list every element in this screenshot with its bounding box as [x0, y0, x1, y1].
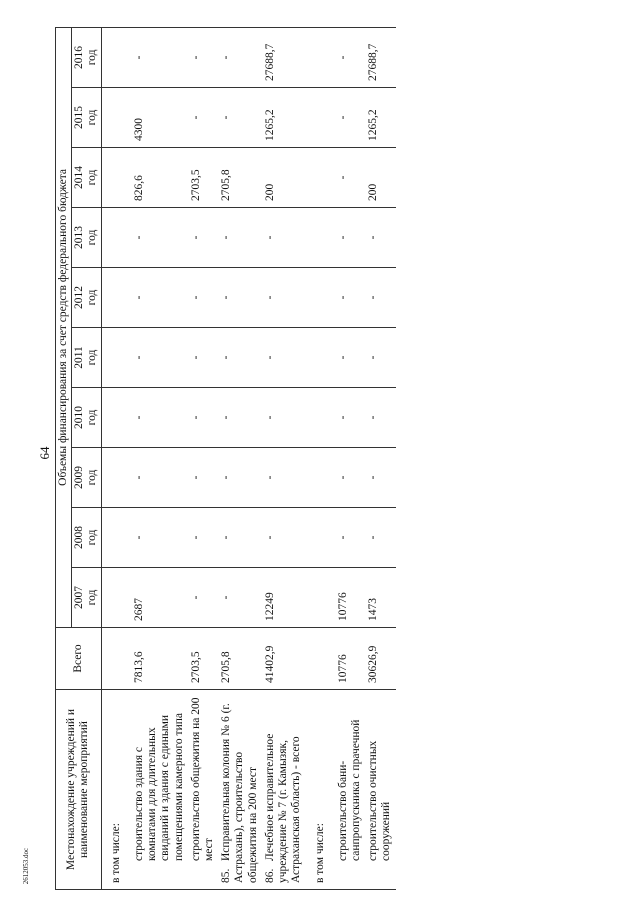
year-value-cell: -	[188, 88, 218, 148]
header-year-unit: год	[86, 469, 99, 486]
year-value-cell: -	[188, 388, 218, 448]
year-value-cell: -	[131, 328, 188, 388]
year-value-cell: -	[218, 568, 262, 628]
year-value-cell: -	[188, 328, 218, 388]
header-year-value: 2011	[73, 346, 86, 369]
header-year-7	[72, 148, 101, 208]
section-label-row	[101, 27, 131, 889]
header-location: Местонахождение учреждений и наименование мероприятий	[56, 690, 102, 890]
row-name: строительство здания с комнатами для длительных свиданий и здания с едиными помещениями камерного типа	[132, 713, 185, 861]
year-value-cell: -	[335, 328, 365, 388]
year-value-cell: -	[365, 388, 395, 448]
year-value-cell: -	[218, 268, 262, 328]
empty-cell	[101, 88, 131, 148]
header-year-value: 2012	[73, 286, 86, 309]
empty-cell	[101, 268, 131, 328]
year-value-cell: -	[262, 328, 306, 388]
year-value-cell: -	[131, 268, 188, 328]
empty-cell	[306, 268, 335, 328]
header-year-1	[72, 508, 101, 568]
year-value-cell: -	[262, 388, 306, 448]
year-value-cell: -	[218, 88, 262, 148]
header-year-unit: год	[86, 349, 99, 366]
row-name: Исправительная колония № 6 (г. Астрахань), строительство общежития на 200 мест	[220, 703, 259, 883]
year-value-cell: -	[262, 448, 306, 508]
section-label-row	[306, 27, 335, 889]
year-value-cell: -	[188, 508, 218, 568]
year-value-cell: -	[188, 208, 218, 268]
header-year-unit: год	[86, 529, 99, 546]
empty-cell	[306, 448, 335, 508]
year-value-cell: 2705,8	[218, 148, 262, 208]
empty-cell	[306, 508, 335, 568]
header-year-unit: год	[86, 229, 99, 246]
year-value-cell: -	[335, 148, 365, 208]
header-year-unit: год	[86, 169, 99, 186]
empty-cell	[101, 508, 131, 568]
header-year-3	[72, 388, 101, 448]
header-year-value: 2009	[73, 466, 86, 489]
empty-cell	[101, 628, 131, 690]
header-total: Всего	[56, 628, 102, 690]
row-name: строительство общежития на 200 мест	[189, 697, 215, 861]
table-body	[101, 27, 395, 889]
year-value-cell: 826,6	[131, 148, 188, 208]
year-value-cell: -	[218, 27, 262, 87]
year-value-cell: 27688,7	[262, 27, 306, 87]
year-value-cell: -	[335, 508, 365, 568]
empty-cell	[306, 388, 335, 448]
year-value-cell: 10776	[335, 568, 365, 628]
year-value-cell: -	[335, 88, 365, 148]
rotated-table-wrapper	[55, 28, 585, 890]
header-year-unit: год	[86, 589, 99, 606]
table-row	[262, 27, 306, 889]
year-value-cell: -	[365, 268, 395, 328]
empty-cell	[101, 328, 131, 388]
year-value-cell: -	[188, 448, 218, 508]
row-name-cell	[335, 690, 365, 890]
year-value-cell: -	[188, 268, 218, 328]
year-value-cell: -	[335, 448, 365, 508]
header-year-value: 2013	[73, 226, 86, 249]
year-value-cell: -	[218, 508, 262, 568]
year-value-cell: -	[131, 27, 188, 87]
header-federal-budget: Объемы финансирования за счет средств федерального бюджета	[56, 27, 72, 627]
section-label: в том числе:	[306, 690, 335, 890]
year-value-cell: -	[365, 448, 395, 508]
year-value-cell: -	[131, 508, 188, 568]
empty-cell	[101, 27, 131, 87]
row-total: 10776	[335, 628, 365, 690]
year-value-cell: 2703,5	[188, 148, 218, 208]
header-year-4	[72, 328, 101, 388]
year-value-cell: -	[188, 27, 218, 87]
header-year-2	[72, 448, 101, 508]
year-value-cell: 2687	[131, 568, 188, 628]
year-value-cell: -	[218, 448, 262, 508]
year-value-cell: -	[218, 388, 262, 448]
year-value-cell: -	[335, 388, 365, 448]
row-name-cell	[365, 690, 395, 890]
empty-cell	[306, 88, 335, 148]
header-year-8	[72, 88, 101, 148]
year-value-cell: 200	[365, 148, 395, 208]
header-year-unit: год	[86, 109, 99, 126]
empty-cell	[306, 328, 335, 388]
table-row	[365, 27, 395, 889]
year-value-cell: 27688,7	[365, 27, 395, 87]
year-value-cell: -	[365, 208, 395, 268]
empty-cell	[306, 628, 335, 690]
table-row	[188, 27, 218, 889]
year-value-cell: -	[218, 208, 262, 268]
year-value-cell: -	[335, 208, 365, 268]
empty-cell	[306, 148, 335, 208]
year-value-cell: -	[262, 208, 306, 268]
empty-cell	[306, 568, 335, 628]
empty-cell	[306, 208, 335, 268]
header-year-value: 2015	[73, 106, 86, 129]
year-value-cell: 4300	[131, 88, 188, 148]
year-value-cell: -	[131, 448, 188, 508]
row-name-cell	[188, 690, 218, 890]
row-number: 85.	[220, 868, 233, 883]
year-value-cell: -	[365, 508, 395, 568]
empty-cell	[306, 27, 335, 87]
header-year-value: 2008	[73, 526, 86, 549]
empty-cell	[101, 568, 131, 628]
row-total: 41402,9	[262, 628, 306, 690]
row-name-cell	[131, 690, 188, 890]
row-total: 30626,9	[365, 628, 395, 690]
header-year-6	[72, 208, 101, 268]
year-value-cell: -	[262, 508, 306, 568]
document-id: 2612053.doc	[22, 847, 30, 885]
year-value-cell: -	[218, 328, 262, 388]
year-value-cell: 1265,2	[262, 88, 306, 148]
empty-cell	[101, 448, 131, 508]
page-number: 64	[37, 446, 52, 460]
header-year-9	[72, 27, 101, 87]
year-value-cell: 12249	[262, 568, 306, 628]
table-row	[131, 27, 188, 889]
row-total: 2705,8	[218, 628, 262, 690]
header-year-unit: год	[86, 409, 99, 426]
header-year-unit: год	[86, 49, 99, 66]
header-year-value: 2014	[73, 166, 86, 189]
table-row	[218, 27, 262, 889]
year-value-cell: 1473	[365, 568, 395, 628]
row-name-cell	[218, 690, 262, 890]
year-value-cell: -	[262, 268, 306, 328]
year-value-cell: -	[131, 208, 188, 268]
row-total: 2703,5	[188, 628, 218, 690]
row-total: 7813,6	[131, 628, 188, 690]
row-number: 86.	[263, 868, 276, 883]
header-year-value: 2016	[73, 45, 86, 69]
row-name: Лечебное исправительное учреждение № 7 (г. Камызяк, Астраханская область) - всего	[263, 733, 303, 883]
year-value-cell: 200	[262, 148, 306, 208]
year-value-cell: -	[365, 328, 395, 388]
row-name-cell	[262, 690, 306, 890]
year-value-cell: -	[188, 568, 218, 628]
year-value-cell: 1265,2	[365, 88, 395, 148]
empty-cell	[101, 388, 131, 448]
row-name: строительство бани-санпропускника с прачечной	[336, 719, 362, 861]
table-row	[335, 27, 365, 889]
financing-table	[55, 27, 396, 890]
year-value-cell: -	[335, 27, 365, 87]
row-name: строительство очистных сооружений	[367, 740, 393, 861]
section-label: в том числе:	[101, 690, 131, 890]
header-year-value: 2007	[73, 586, 86, 609]
header-year-value: 2010	[73, 406, 86, 429]
year-value-cell: -	[131, 388, 188, 448]
empty-cell	[101, 148, 131, 208]
header-year-0	[72, 568, 101, 628]
header-year-5	[72, 268, 101, 328]
empty-cell	[101, 208, 131, 268]
year-value-cell: -	[335, 268, 365, 328]
header-year-unit: год	[86, 289, 99, 306]
